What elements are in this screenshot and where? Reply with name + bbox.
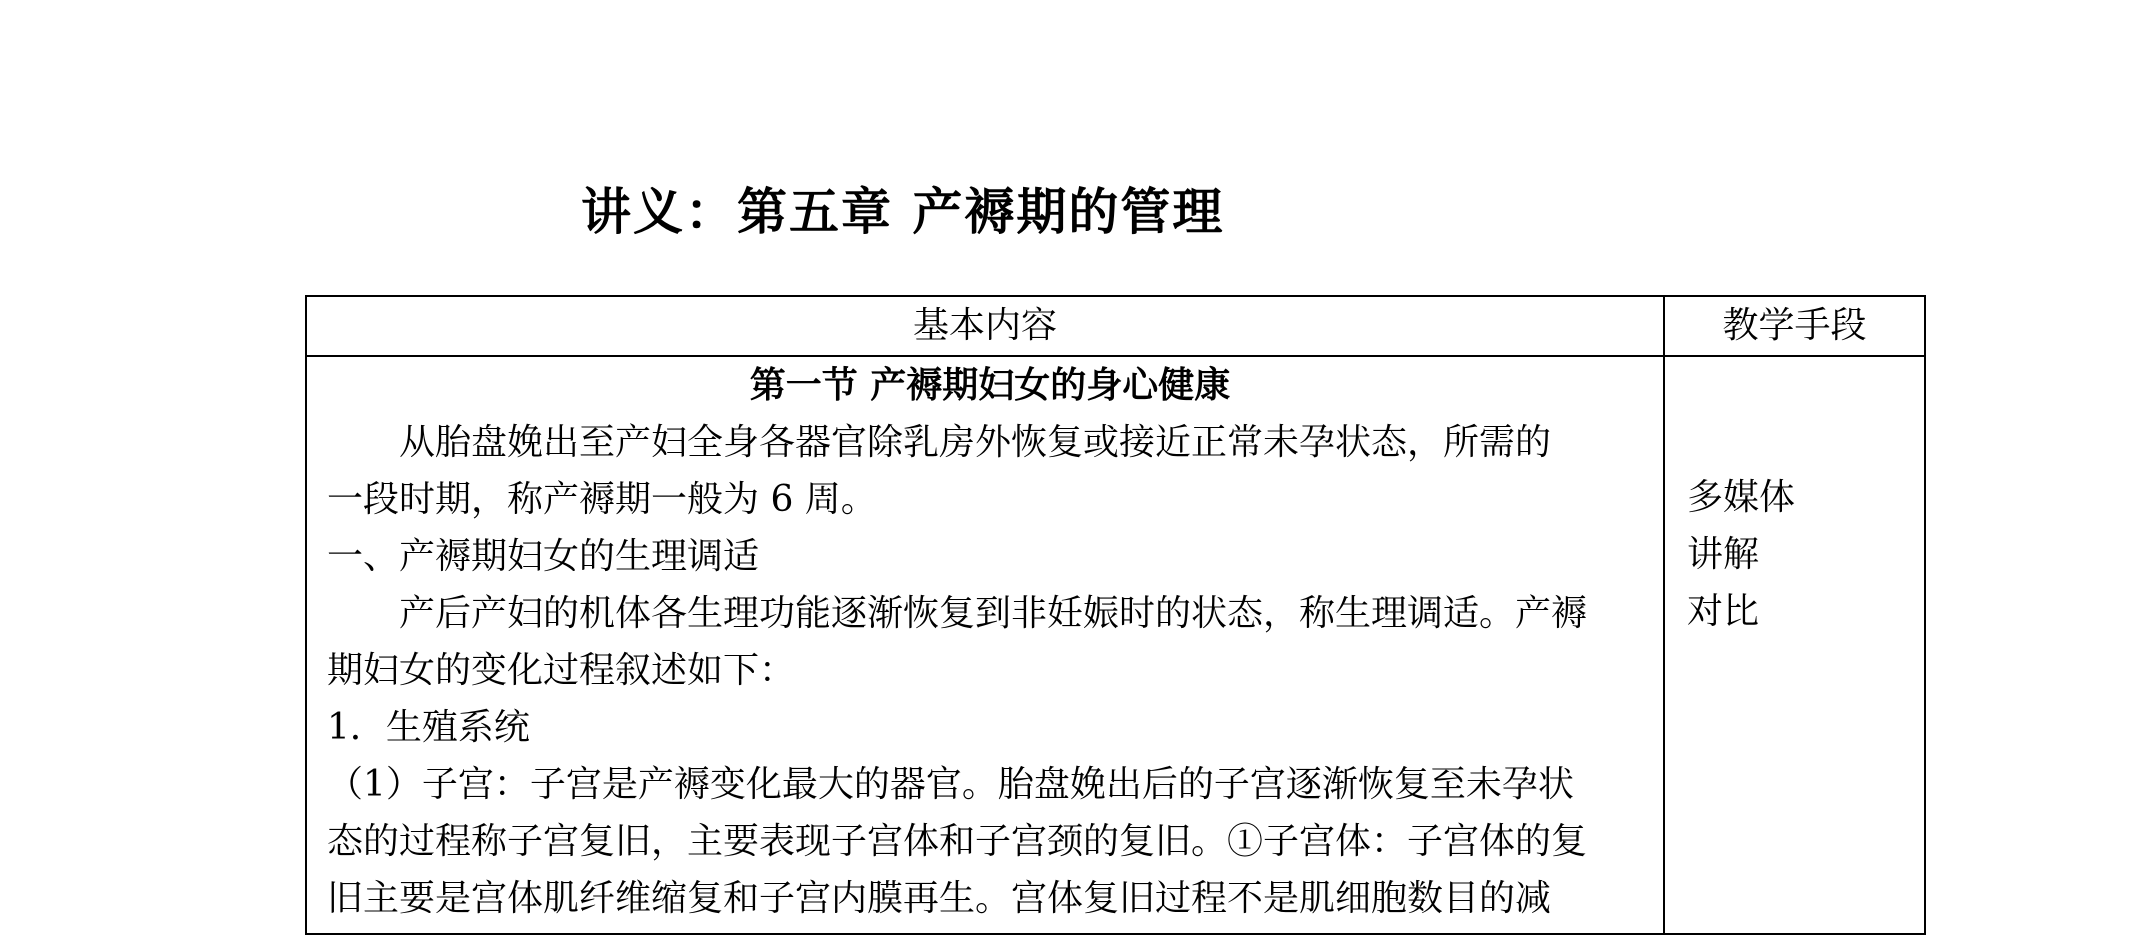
header-content-column: 基本内容: [912, 305, 1057, 346]
lecture-table: [305, 295, 1926, 935]
header-method-column: 教学手段: [1722, 305, 1867, 346]
method-cell: [1687, 469, 1795, 640]
paragraph-line: 态的过程称子宫复旧，主要表现子宫体和子宫颈的复旧。①子宫体：子宫体的复: [327, 821, 1588, 862]
paragraph-line: 一段时期，称产褥期一般为 6 周。: [327, 479, 877, 520]
column-divider: [1663, 297, 1665, 933]
method-item: 对比: [1687, 591, 1760, 632]
subheading: 1．生殖系统: [327, 707, 530, 748]
paragraph-line: 期妇女的变化过程叙述如下：: [327, 650, 796, 691]
paragraph-line: 从胎盘娩出至产妇全身各器官除乳房外恢复或接近正常未孕状态，所需的: [399, 422, 1552, 463]
paragraph-line: （1）子宫：子宫是产褥变化最大的器官。胎盘娩出后的子宫逐渐恢复至未孕状: [327, 764, 1574, 805]
document-title: 讲义：第五章 产褥期的管理: [581, 182, 1225, 241]
method-item: 讲解: [1687, 534, 1760, 575]
content-cell: [327, 357, 1653, 927]
subheading: 一、产褥期妇女的生理调适: [327, 536, 760, 577]
paragraph-line: 旧主要是宫体肌纤维缩复和子宫内膜再生。宫体复旧过程不是肌细胞数目的减: [327, 878, 1552, 919]
paragraph-line: 产后产妇的机体各生理功能逐渐恢复到非妊娠时的状态，称生理调适。产褥: [399, 593, 1588, 634]
method-item: 多媒体: [1687, 477, 1796, 518]
section-heading: 第一节 产褥期妇女的身心健康: [749, 364, 1231, 406]
